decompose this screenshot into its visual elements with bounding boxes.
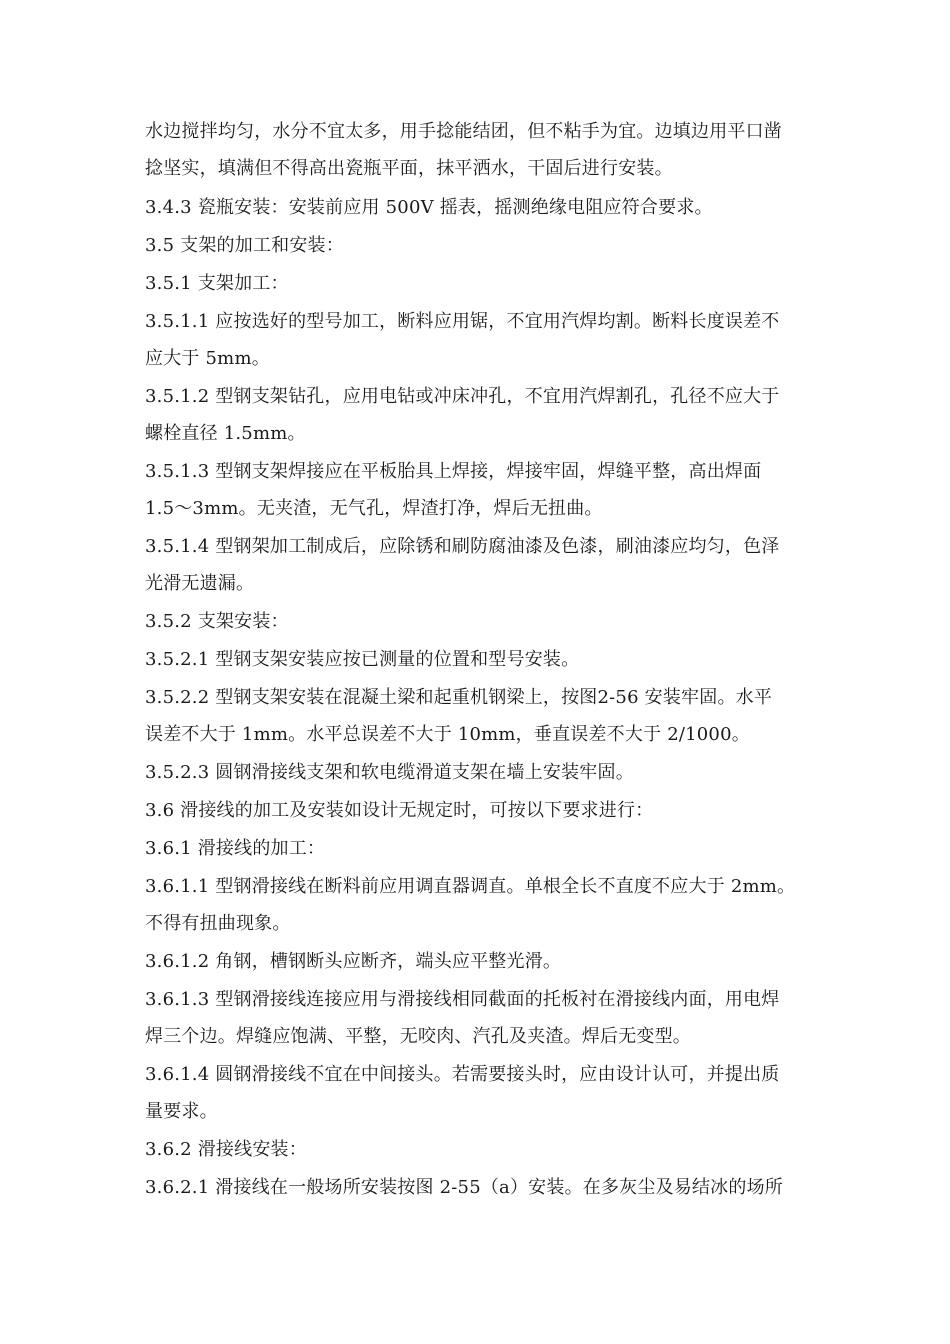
text-line: 螺栓直径 1.5mm。 xyxy=(145,423,306,444)
text-line: 3.5.2.1 型钢支架安装应按已测量的位置和型号安装。 xyxy=(145,649,580,670)
text-line: 应大于 5mm。 xyxy=(145,348,270,369)
text-line: 3.4.3 瓷瓶安装：安装前应用 500V 摇表，摇测绝缘电阻应符合要求。 xyxy=(145,197,713,218)
text-line: 水边搅拌均匀，水分不宜太多，用手捻能结团，但不粘手为宜。边填边用平口凿 xyxy=(145,121,782,142)
subsection-heading: 3.5.1 支架加工： xyxy=(145,273,289,294)
section-heading: 3.5 支架的加工和安装： xyxy=(145,235,344,256)
text-line: 3.5.1.4 型钢架加工制成后，应除锈和刷防腐油漆及色漆，刷油漆应均匀，色泽 xyxy=(145,536,780,557)
text-line: 量要求。 xyxy=(145,1101,218,1122)
text-line: 3.5.1.1 应按选好的型号加工，断料应用锯，不宜用汽焊均割。断料长度误差不 xyxy=(145,311,780,332)
subsection-heading: 3.6.2 滑接线安装： xyxy=(145,1139,307,1160)
text-line: 3.6.1.2 角钢，槽钢断头应断齐，端头应平整光滑。 xyxy=(145,951,562,972)
text-line: 焊三个边。焊缝应饱满、平整，无咬肉、汽孔及夹渣。焊后无变型。 xyxy=(145,1026,691,1047)
text-line: 光滑无遗漏。 xyxy=(145,573,255,594)
section-heading: 3.6 滑接线的加工及安装如设计无规定时，可按以下要求进行： xyxy=(145,800,654,821)
text-line: 3.5.1.3 型钢支架焊接应在平板胎具上焊接，焊接牢固，焊缝平整，高出焊面 xyxy=(145,461,762,482)
subsection-heading: 3.5.2 支架安装： xyxy=(145,611,289,632)
text-line: 1.5～3mm。无夹渣，无气孔，焊渣打净，焊后无扭曲。 xyxy=(145,498,603,519)
text-line: 3.5.2.2 型钢支架安装在混凝土梁和起重机钢梁上，按图2-56 安装牢固。水平 xyxy=(145,687,773,708)
text-line: 3.5.2.3 圆钢滑接线支架和软电缆滑道支架在墙上安装牢固。 xyxy=(145,762,634,783)
text-line: 3.6.2.1 滑接线在一般场所安装按图 2-55（a）安装。在多灰尘及易结冰的场所 xyxy=(145,1177,783,1198)
text-line: 不得有扭曲现象。 xyxy=(145,913,291,934)
text-line: 3.6.1.4 圆钢滑接线不宜在中间接头。若需要接头时，应由设计认可，并提出质 xyxy=(145,1064,780,1085)
text-line: 误差不大于 1mm。水平总误差不大于 10mm，垂直误差不大于 2/1000。 xyxy=(145,724,750,745)
subsection-heading: 3.6.1 滑接线的加工： xyxy=(145,838,326,859)
text-line: 3.6.1.1 型钢滑接线在断料前应用调直器调直。单根全长不直度不应大于 2mm。 xyxy=(145,876,796,897)
text-line: 3.5.1.2 型钢支架钻孔，应用电钻或冲床冲孔，不宜用汽焊割孔，孔径不应大于 xyxy=(145,386,780,407)
text-line: 捻坚实，填满但不得高出瓷瓶平面，抹平洒水，干固后进行安装。 xyxy=(145,158,673,179)
text-line: 3.6.1.3 型钢滑接线连接应用与滑接线相同截面的托板衬在滑接线内面，用电焊 xyxy=(145,989,780,1010)
